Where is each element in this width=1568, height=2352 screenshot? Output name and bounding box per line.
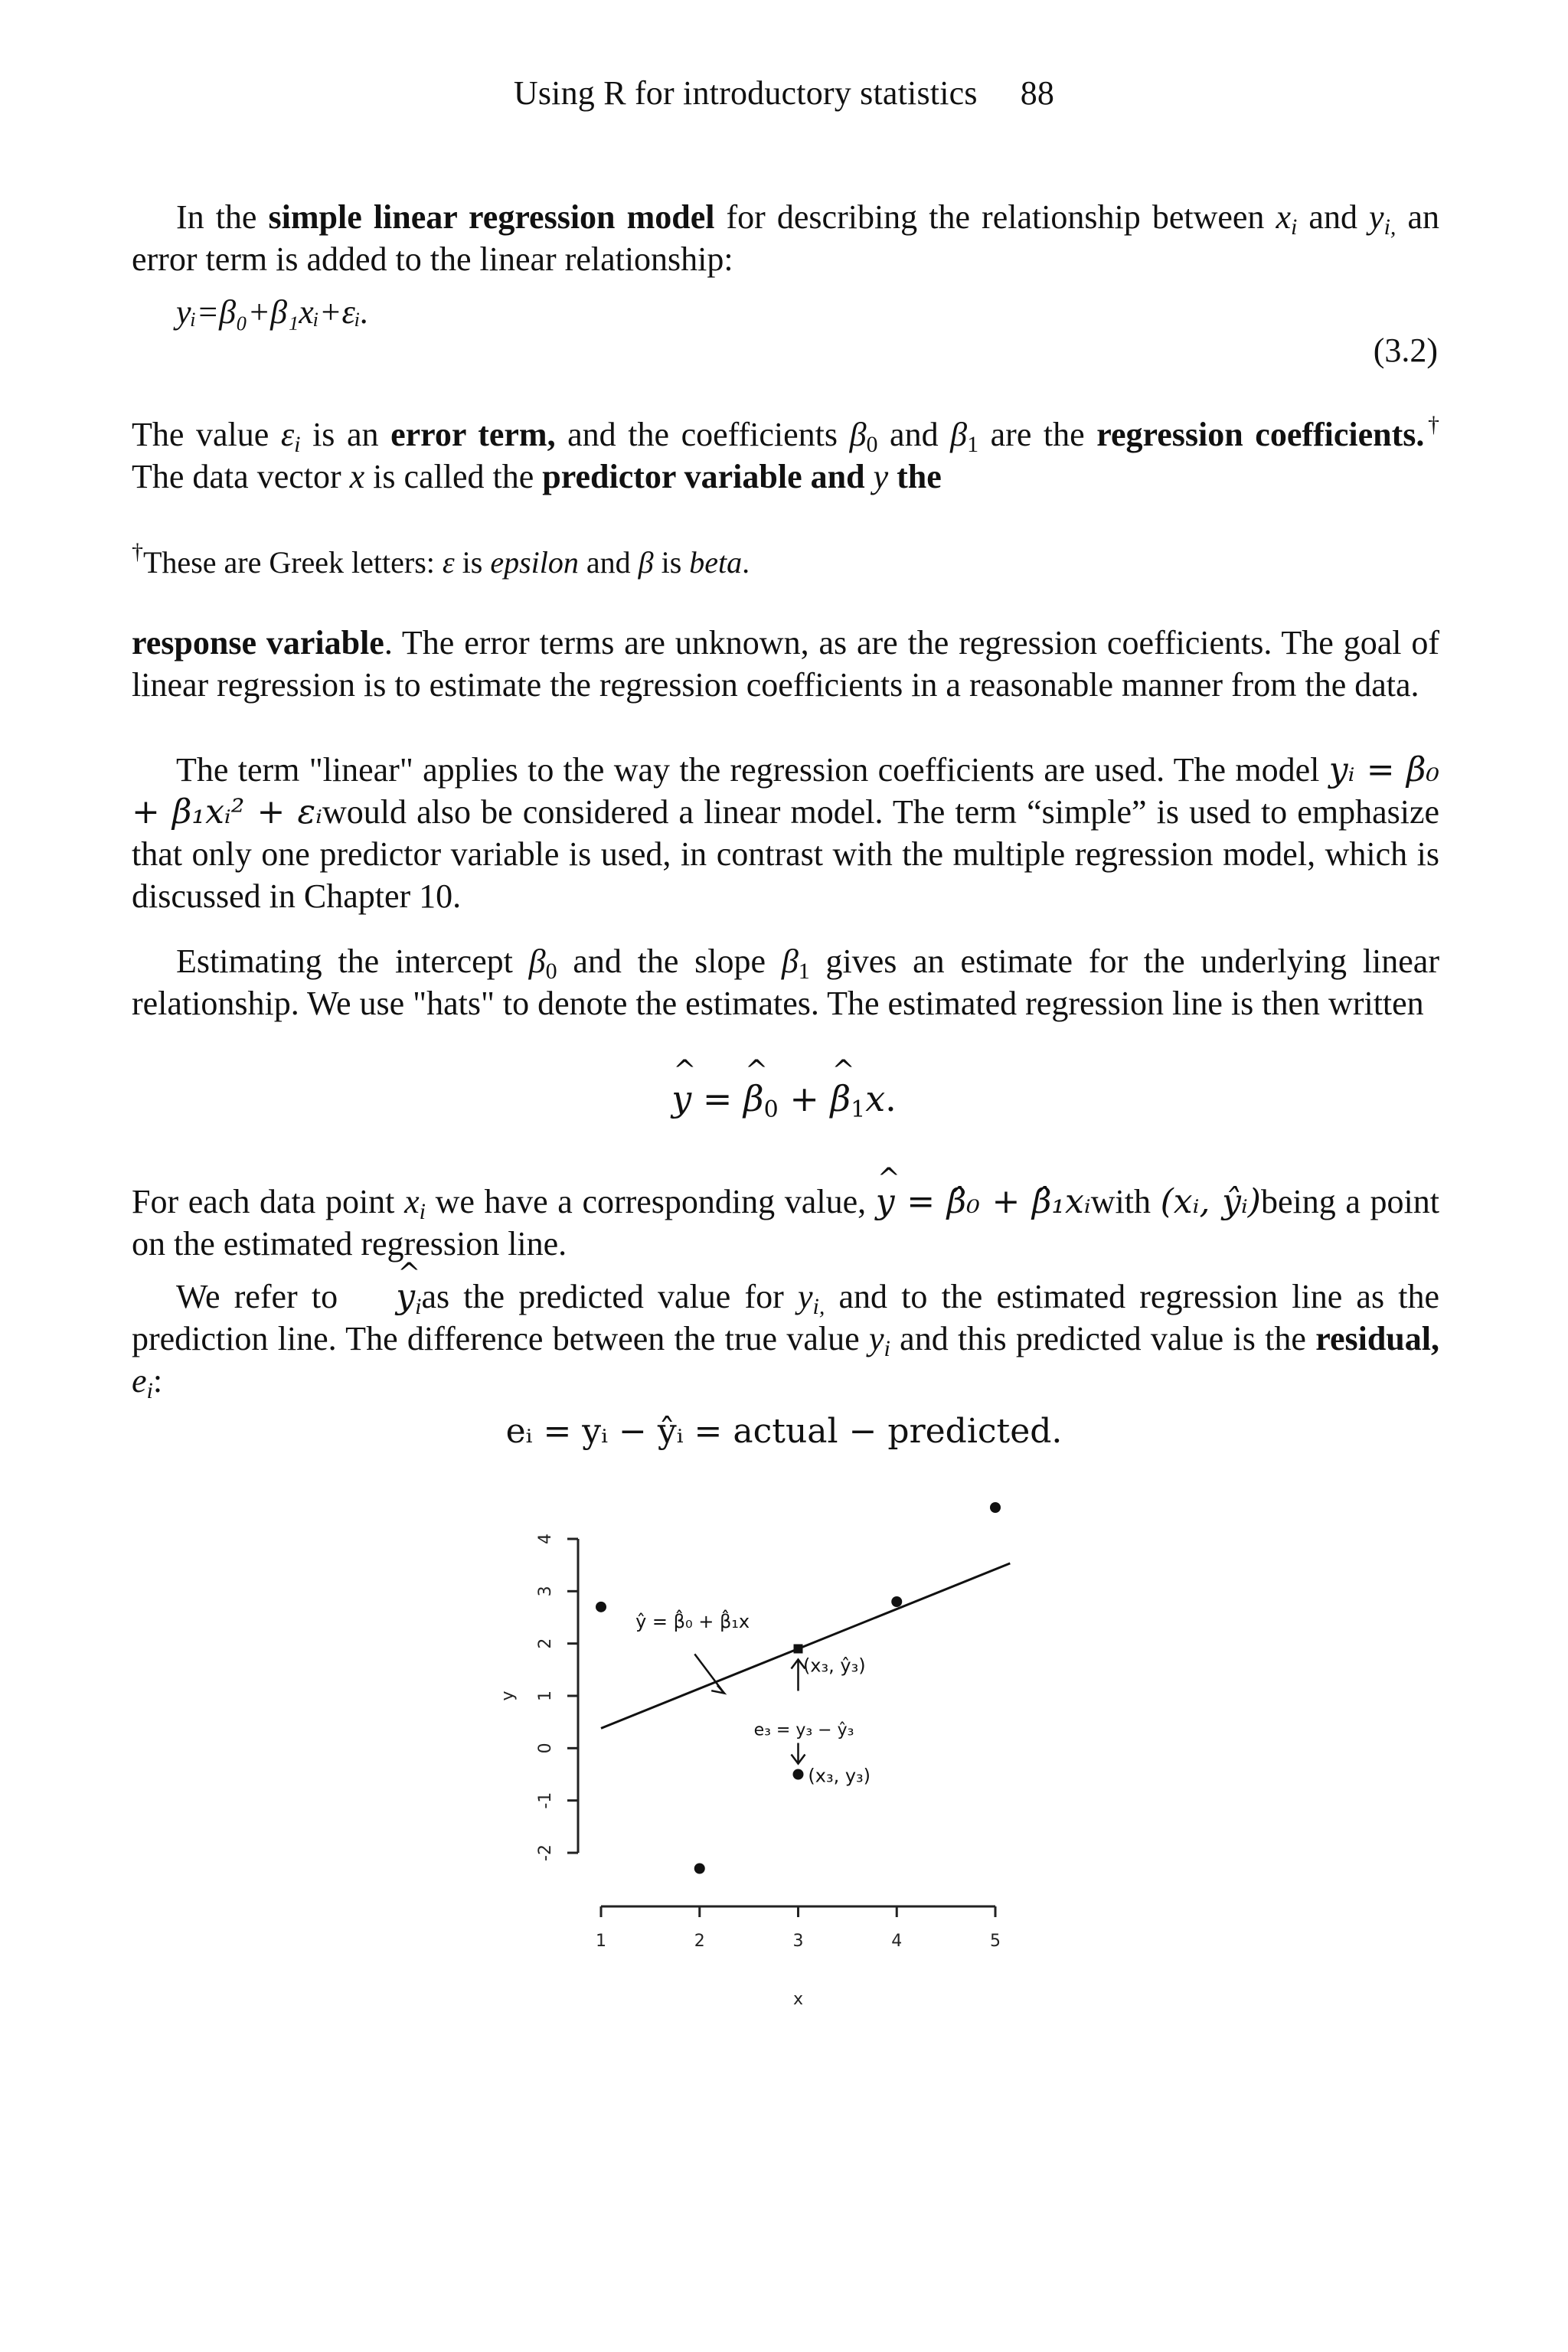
math-op: + <box>778 1078 831 1119</box>
data-point <box>891 1596 902 1607</box>
math-var: β <box>528 942 546 980</box>
display-residual: eᵢ = yᵢ − ŷᵢ = actual − predicted. <box>505 1412 1063 1451</box>
footnote-marker[interactable]: † <box>1424 412 1439 437</box>
text: is an <box>300 416 391 453</box>
math-var: y <box>869 1320 884 1357</box>
math-var: e <box>132 1362 147 1400</box>
footnote <box>132 539 750 582</box>
fitted-point <box>794 1645 803 1654</box>
inline-formula-fitted <box>876 1182 1091 1221</box>
text: The value <box>132 416 281 453</box>
text: For each data point <box>132 1183 405 1220</box>
text: as the predicted value for <box>421 1278 798 1315</box>
x-tick-label: 4 <box>891 1932 903 1951</box>
y-tick-label: 1 <box>536 1690 555 1701</box>
math-var: y <box>797 1278 813 1315</box>
math-sub: i <box>419 1199 426 1224</box>
data-point <box>596 1602 606 1612</box>
inline-formula-pair: (xᵢ, ŷᵢ) <box>1160 1182 1261 1221</box>
math-var: x <box>865 1078 886 1119</box>
y-tick-label: 0 <box>536 1743 555 1754</box>
equation-number: (3.2) <box>1373 332 1438 369</box>
text: are the <box>978 416 1097 453</box>
data-point <box>694 1864 705 1874</box>
paragraph-data-point <box>132 1181 1439 1265</box>
fitted-point-label: (x₃, ŷ₃) <box>802 1655 866 1677</box>
math-var: x <box>404 1183 420 1220</box>
math-var: β <box>638 545 654 580</box>
math-sub: i <box>146 1378 153 1403</box>
math-var: ε <box>280 416 295 453</box>
equation-3-2: yᵢ=β₀+β₁xᵢ+εᵢ. <box>176 293 369 331</box>
math-sub: 0 <box>545 959 557 984</box>
actual-point-label: (x₃, y₃) <box>808 1765 871 1787</box>
paragraph-response-variable <box>132 622 1439 706</box>
bold-term: residual, <box>1315 1320 1439 1357</box>
math-sub: 1 <box>851 1096 866 1123</box>
math-var: y <box>1369 198 1384 236</box>
paragraph-estimates <box>132 940 1439 1024</box>
data-point <box>990 1502 1001 1513</box>
running-header <box>0 74 1568 113</box>
text: and the slope <box>557 942 782 980</box>
bold-term: predictor variable and <box>542 458 874 495</box>
math-op: = <box>691 1078 744 1119</box>
math-var: x <box>1276 198 1292 236</box>
text: We refer to <box>176 1278 352 1315</box>
math-sub: i <box>294 432 301 457</box>
math-expr: = β̂₀ + β̂₁xᵢ <box>894 1182 1091 1221</box>
text: with <box>1090 1183 1151 1220</box>
math-var: ^ y <box>876 1181 895 1223</box>
bold-term: regression coefficients. <box>1096 416 1425 453</box>
text: : <box>152 1362 163 1400</box>
line-equation-label: ŷ = β̂₀ + β̂₁x <box>635 1611 750 1633</box>
math-var: x <box>349 458 365 495</box>
text: and <box>578 545 639 580</box>
footnote-dagger: † <box>132 539 143 564</box>
math-sub: 1 <box>798 959 810 984</box>
text: being a point on the estimated regression line. <box>132 1183 1440 1263</box>
regression-figure <box>475 1493 1102 2044</box>
text: would also be considered a linear model. The term “simple” is used to emphasize that only one predictor variable is used, in contrast with the multiple regression model, which is discussed in Chapter 10. <box>132 793 1439 915</box>
inline-formula-quadratic: yᵢ = β₀ + β₁xᵢ² + εᵢ <box>132 750 1440 831</box>
text: . The error terms are unknown, as are the regression coefficients. The goal of linear regression is to estimate the regression coefficients in a reasonable manner from the data. <box>132 624 1439 704</box>
text: . <box>742 545 750 580</box>
y-tick-label: 3 <box>536 1586 555 1597</box>
math-sub: i, <box>812 1294 825 1319</box>
math-sub: i <box>884 1336 890 1361</box>
paragraph-regression-model <box>132 196 1439 280</box>
math-var: ^ y <box>671 1078 691 1119</box>
x-tick-label: 1 <box>596 1932 606 1951</box>
math-var: β <box>950 416 968 453</box>
bold-term: simple linear regression model <box>268 198 715 236</box>
paragraph-linear-term <box>132 749 1439 917</box>
header-title: Using R for introductory statistics <box>513 74 978 112</box>
text: we have a corresponding value, <box>425 1183 867 1220</box>
math-sub: i <box>1291 214 1298 240</box>
text: an error term is added to the linear relationship: <box>132 198 1439 278</box>
text: In the <box>176 198 269 236</box>
x-tick-label: 2 <box>694 1932 705 1951</box>
chart-annotations <box>635 1609 871 1787</box>
bold-term: error term, <box>390 416 556 453</box>
text: and the coefficients <box>555 416 850 453</box>
y-tick-label: 2 <box>536 1638 555 1649</box>
math-sub: 0 <box>763 1096 779 1123</box>
x-tick-label: 5 <box>990 1932 1001 1951</box>
math-sub: 0 <box>866 432 878 457</box>
text: and this predicted value is the <box>890 1320 1316 1357</box>
text: gives an estimate for the underlying linear relationship. We use "hats" to denote the estimates. The estimated regression line is then written <box>132 942 1439 1022</box>
text: is <box>653 545 690 580</box>
text: The term "linear" applies to the way the regression coefficients are used. The model <box>176 751 1320 789</box>
italic-word: beta <box>689 545 743 580</box>
math-var: ^ β <box>831 1078 851 1119</box>
math-var: ^ y <box>351 1276 415 1318</box>
x-tick-label: 3 <box>792 1932 804 1951</box>
regression-line <box>601 1563 1010 1729</box>
text: is called the <box>364 458 543 495</box>
text: and <box>877 416 951 453</box>
math-var: ^ β <box>743 1078 764 1119</box>
y-tick-label: -1 <box>536 1792 555 1809</box>
display-regression-line <box>0 1078 1568 1123</box>
math-sub: i <box>415 1294 422 1319</box>
y-tick-label: -2 <box>536 1844 555 1861</box>
chart-axes <box>498 1534 1001 2009</box>
text: is <box>454 545 491 580</box>
italic-word: epsilon <box>490 545 579 580</box>
math-op: . <box>885 1078 897 1119</box>
paragraph-error-term <box>132 413 1439 498</box>
paragraph-residual <box>132 1276 1439 1402</box>
y-axis-label: y <box>498 1690 518 1701</box>
text: These are Greek letters: <box>143 545 443 580</box>
text: and to the estimated regression line as the prediction line. The difference between the true value <box>132 1278 1439 1357</box>
math-var: ε <box>442 545 455 580</box>
math-sub: 1 <box>967 432 979 457</box>
bold-term: the <box>888 458 942 495</box>
bold-term: response variable <box>132 624 384 662</box>
text: for describing the relationship between <box>714 198 1276 236</box>
page-number: 88 <box>1020 74 1055 112</box>
math-var: β <box>849 416 867 453</box>
math-var: y <box>873 458 889 495</box>
text: and <box>1297 198 1370 236</box>
math-sub: i, <box>1383 214 1396 240</box>
residual-label: e₃ = y₃ − ŷ₃ <box>753 1720 854 1740</box>
text: The data vector <box>132 458 350 495</box>
x-axis-label: x <box>792 1990 804 2009</box>
data-point <box>793 1769 804 1780</box>
chart-marks <box>596 1502 1010 1874</box>
y-tick-label: 4 <box>536 1534 555 1544</box>
text: Estimating the intercept <box>176 942 529 980</box>
math-var: β <box>781 942 799 980</box>
